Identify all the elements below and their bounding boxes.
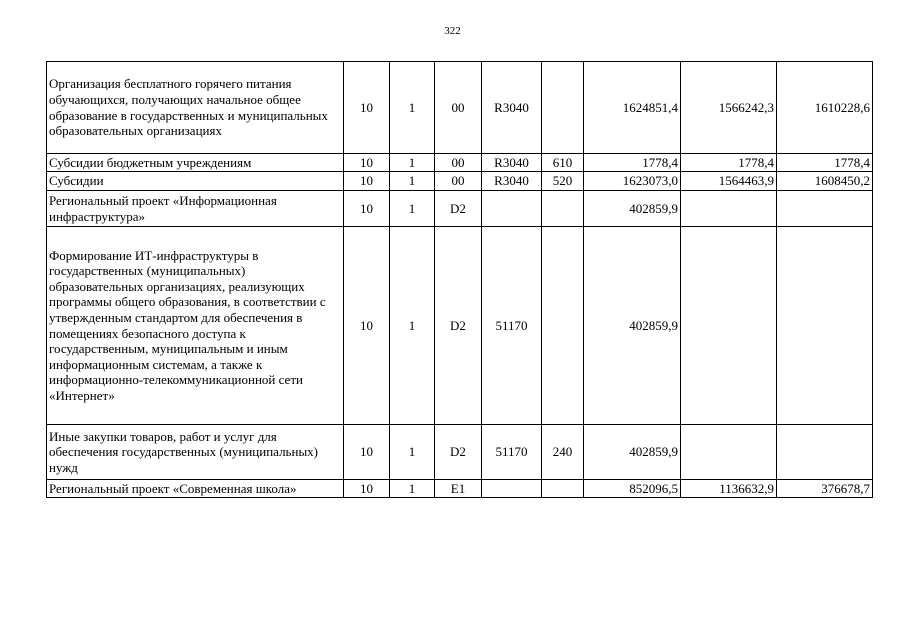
row-sum-1: 402859,9: [584, 191, 681, 227]
row-program: D2: [435, 227, 482, 425]
row-name: Организация бесплатного горячего питания обучающихся, получающих начальное общее образование в государственных и муниципальных образовательных организациях: [47, 62, 344, 154]
row-sum-1: 402859,9: [584, 425, 681, 480]
row-name: Региональный проект «Информационная инфраструктура»: [47, 191, 344, 227]
row-rz: 10: [344, 191, 390, 227]
row-sum-3: 1608450,2: [777, 172, 873, 191]
row-direction: [482, 480, 542, 498]
row-pr: 1: [390, 191, 435, 227]
row-pr: 1: [390, 227, 435, 425]
row-sum-3: [777, 425, 873, 480]
row-rz: 10: [344, 172, 390, 191]
row-sum-1: 1778,4: [584, 154, 681, 172]
row-vr: [542, 191, 584, 227]
row-sum-3: 376678,7: [777, 480, 873, 498]
row-rz: 10: [344, 154, 390, 172]
table-row: [47, 480, 873, 498]
row-pr: 1: [390, 154, 435, 172]
row-direction: R3040: [482, 154, 542, 172]
page-number: 322: [444, 25, 461, 37]
row-vr: [542, 62, 584, 154]
row-direction: 51170: [482, 425, 542, 480]
row-program: D2: [435, 191, 482, 227]
row-pr: 1: [390, 480, 435, 498]
row-sum-2: 1778,4: [681, 154, 777, 172]
row-pr: 1: [390, 172, 435, 191]
row-vr: [542, 480, 584, 498]
row-rz: 10: [344, 62, 390, 154]
table-row: [47, 227, 873, 425]
row-program: 00: [435, 172, 482, 191]
row-vr: 520: [542, 172, 584, 191]
row-name: Региональный проект «Современная школа»: [47, 480, 344, 498]
row-sum-2: [681, 425, 777, 480]
row-sum-3: [777, 191, 873, 227]
row-sum-3: 1778,4: [777, 154, 873, 172]
row-name: Иные закупки товаров, работ и услуг для обеспечения государственных (муниципальных) нужд: [47, 425, 344, 480]
row-sum-2: 1136632,9: [681, 480, 777, 498]
row-sum-1: 852096,5: [584, 480, 681, 498]
row-rz: 10: [344, 480, 390, 498]
row-name: Субсидии: [47, 172, 344, 191]
table-row: [47, 172, 873, 191]
row-direction: R3040: [482, 172, 542, 191]
row-name: Субсидии бюджетным учреждениям: [47, 154, 344, 172]
row-sum-2: [681, 191, 777, 227]
row-name: Формирование ИТ-инфраструктуры в государственных (муниципальных) образовательных организациях, реализующих программы общего образования, в соответствии с утвержденным стандартом для обеспечения в помещениях безопасного доступа к государственным, муниципальным и иным информационным системам, а также к информационно-телекоммуникационной сети «Интернет»: [47, 227, 344, 425]
row-program: 00: [435, 154, 482, 172]
row-rz: 10: [344, 425, 390, 480]
row-pr: 1: [390, 62, 435, 154]
row-sum-2: 1564463,9: [681, 172, 777, 191]
budget-table: [46, 61, 873, 498]
row-program: E1: [435, 480, 482, 498]
row-program: D2: [435, 425, 482, 480]
row-vr: 240: [542, 425, 584, 480]
table-row: [47, 62, 873, 154]
row-sum-3: 1610228,6: [777, 62, 873, 154]
row-sum-3: [777, 227, 873, 425]
row-vr: [542, 227, 584, 425]
row-direction: 51170: [482, 227, 542, 425]
row-vr: 610: [542, 154, 584, 172]
row-sum-2: [681, 227, 777, 425]
table-row: [47, 425, 873, 480]
row-sum-1: 1623073,0: [584, 172, 681, 191]
row-sum-1: 1624851,4: [584, 62, 681, 154]
row-rz: 10: [344, 227, 390, 425]
row-direction: R3040: [482, 62, 542, 154]
row-pr: 1: [390, 425, 435, 480]
table-row: [47, 154, 873, 172]
row-program: 00: [435, 62, 482, 154]
row-sum-1: 402859,9: [584, 227, 681, 425]
table-row: [47, 191, 873, 227]
row-sum-2: 1566242,3: [681, 62, 777, 154]
row-direction: [482, 191, 542, 227]
